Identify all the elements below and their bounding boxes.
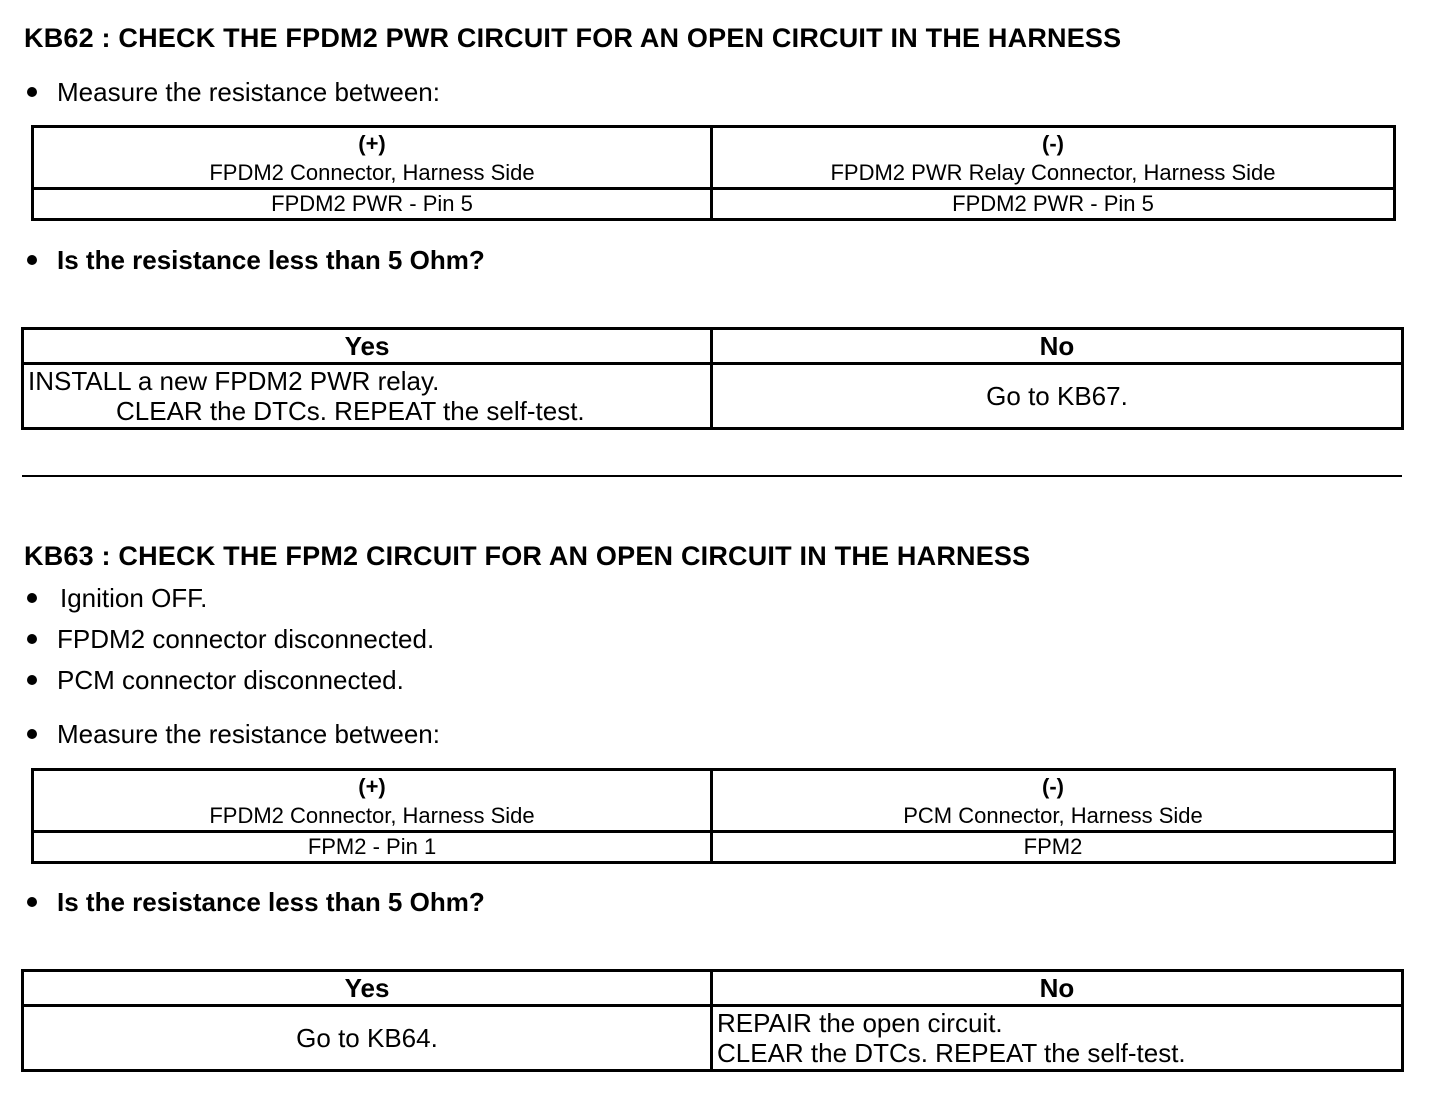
bullet-icon: [27, 634, 37, 644]
kb62-result-table: [21, 327, 1404, 430]
kb63-measure-intro: [24, 721, 440, 747]
kb63-plus-symbol: (+): [358, 773, 386, 799]
kb63-condition-1-text: Ignition OFF.: [60, 583, 208, 613]
kb62-minus-symbol: (-): [1042, 130, 1064, 156]
kb63-minus-connector: PCM Connector, Harness Side: [903, 802, 1203, 828]
kb63-yes-cell: Go to KB64.: [23, 1006, 712, 1071]
kb62-question: [24, 247, 485, 273]
bullet-icon: [27, 675, 37, 685]
kb63-condition-2-text: FPDM2 connector disconnected.: [57, 624, 435, 654]
kb62-plus-header-cell: [33, 127, 712, 189]
bullet-icon: [27, 593, 37, 603]
section-divider: [22, 475, 1402, 477]
bullet-icon: [27, 255, 37, 265]
kb63-no-header: No: [712, 971, 1403, 1006]
kb63-condition-1: [24, 585, 207, 611]
kb63-question: [24, 889, 485, 915]
bullet-icon: [27, 729, 37, 739]
kb62-minus-connector: FPDM2 PWR Relay Connector, Harness Side: [830, 159, 1276, 185]
table-row: [33, 127, 1395, 189]
kb62-title: KB62 : CHECK THE FPDM2 PWR CIRCUIT FOR AN OPEN CIRCUIT IN THE HARNESS: [24, 23, 1122, 53]
table-row: [33, 189, 1395, 220]
kb62-question-text: Is the resistance less than 5 Ohm?: [57, 245, 485, 275]
bullet-icon: [27, 897, 37, 907]
table-row: [23, 329, 1403, 364]
table-row: [23, 364, 1403, 429]
kb62-plus-connector: FPDM2 Connector, Harness Side: [209, 159, 535, 185]
kb62-measure-intro-text: Measure the resistance between:: [57, 77, 440, 107]
kb62-minus-pin: FPDM2 PWR - Pin 5: [712, 189, 1395, 220]
kb63-condition-2: [24, 626, 434, 652]
kb62-yes-line1: INSTALL a new FPDM2 PWR relay.: [28, 366, 440, 396]
table-row: [33, 770, 1395, 832]
table-row: [23, 971, 1403, 1006]
kb62-no-cell: Go to KB67.: [712, 364, 1403, 429]
kb63-title: KB63 : CHECK THE FPM2 CIRCUIT FOR AN OPEN CIRCUIT IN THE HARNESS: [24, 541, 1031, 571]
kb62-yes-cell: [23, 364, 712, 429]
kb63-condition-3-text: PCM connector disconnected.: [57, 665, 404, 695]
kb63-no-cell: [712, 1006, 1403, 1071]
kb62-plus-symbol: (+): [358, 130, 386, 156]
kb63-no-line1: REPAIR the open circuit.: [717, 1008, 1003, 1038]
kb63-question-text: Is the resistance less than 5 Ohm?: [57, 887, 485, 917]
kb63-minus-header-cell: [712, 770, 1395, 832]
kb63-plus-header-cell: [33, 770, 712, 832]
kb63-plus-connector: FPDM2 Connector, Harness Side: [209, 802, 535, 828]
bullet-icon: [27, 87, 37, 97]
kb63-measure-table: [31, 768, 1396, 864]
kb63-plus-pin: FPM2 - Pin 1: [33, 832, 712, 863]
kb62-measure-intro: [24, 79, 440, 105]
table-row: [23, 1006, 1403, 1071]
kb62-yes-header: Yes: [23, 329, 712, 364]
kb62-yes-line2: CLEAR the DTCs. REPEAT the self-test.: [116, 396, 585, 426]
kb62-no-header: No: [712, 329, 1403, 364]
kb63-minus-symbol: (-): [1042, 773, 1064, 799]
kb63-measure-intro-text: Measure the resistance between:: [57, 719, 440, 749]
kb62-minus-header-cell: [712, 127, 1395, 189]
kb62-plus-pin: FPDM2 PWR - Pin 5: [33, 189, 712, 220]
kb63-result-table: [21, 969, 1404, 1072]
table-row: [33, 832, 1395, 863]
kb63-minus-pin: FPM2: [712, 832, 1395, 863]
kb62-measure-table: [31, 125, 1396, 221]
kb63-no-line2: CLEAR the DTCs. REPEAT the self-test.: [717, 1038, 1186, 1068]
kb63-condition-3: [24, 667, 404, 693]
kb63-yes-header: Yes: [23, 971, 712, 1006]
